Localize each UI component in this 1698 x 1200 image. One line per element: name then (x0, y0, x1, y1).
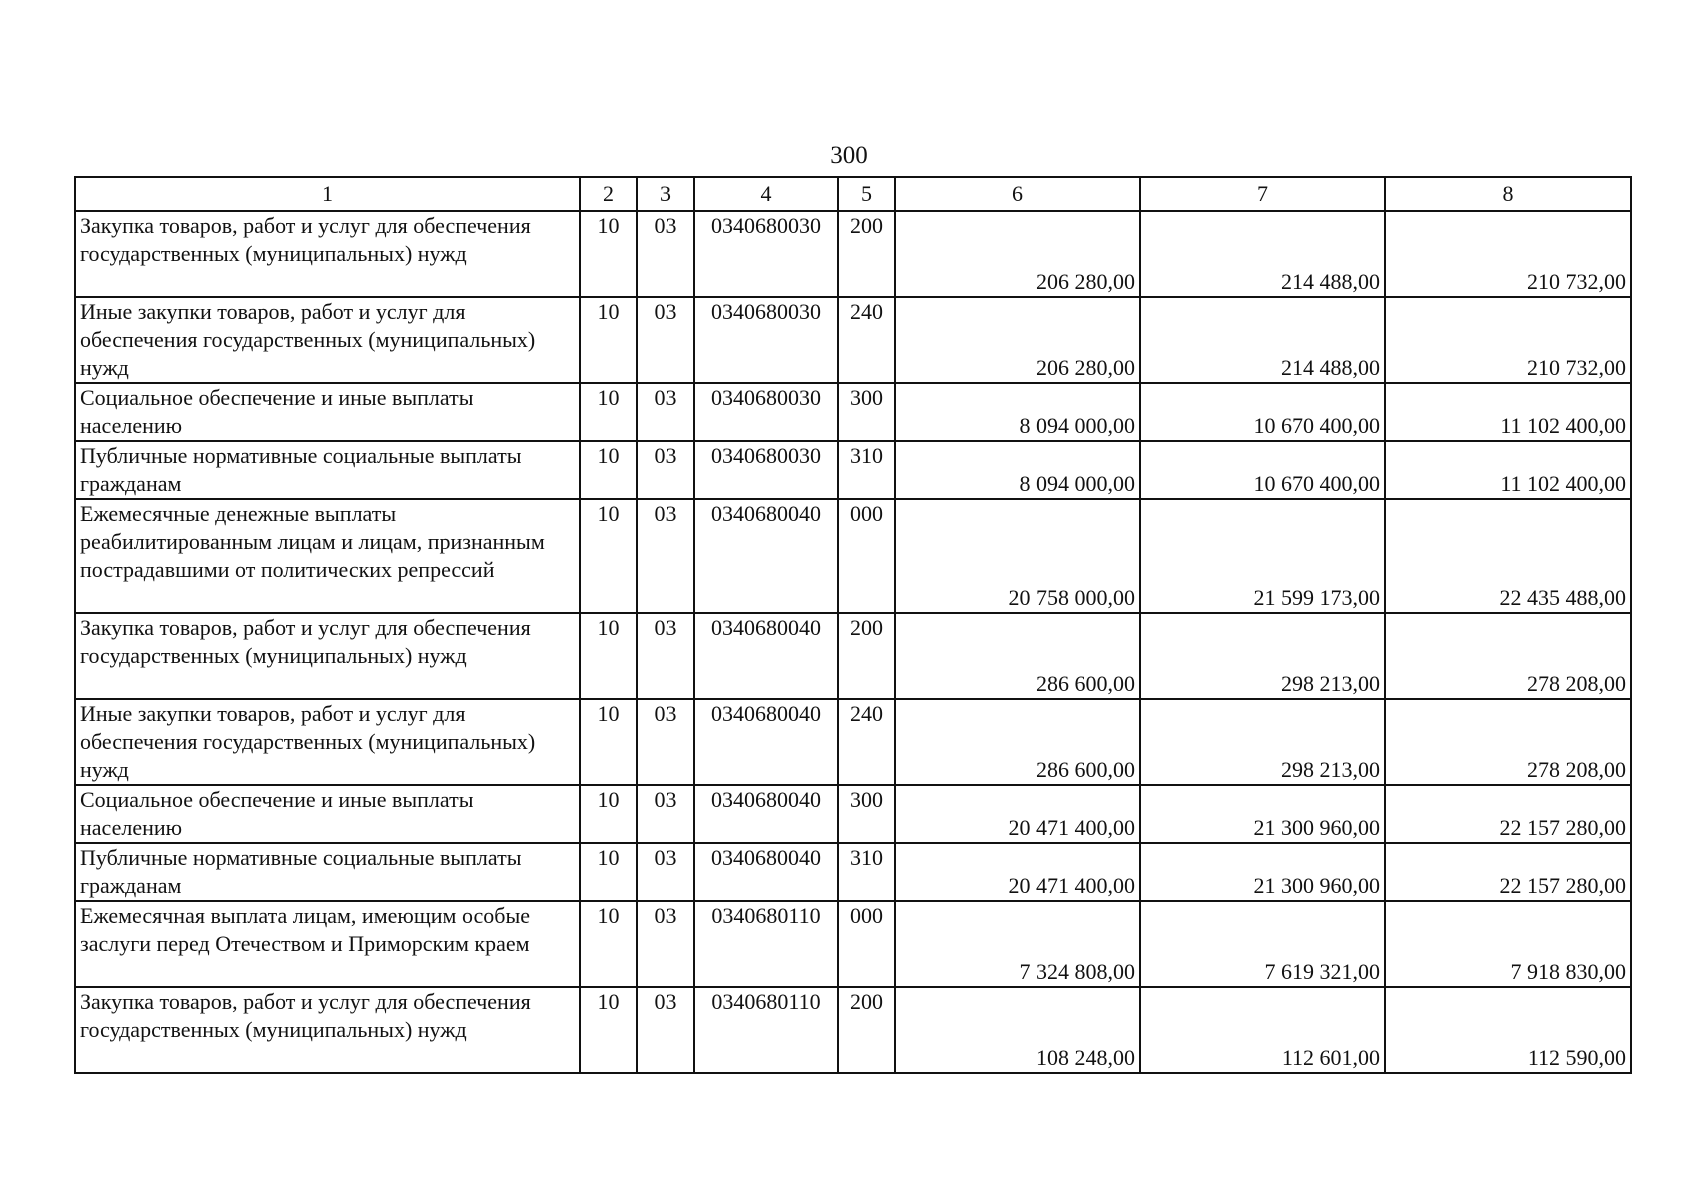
row-section: 10 (580, 987, 637, 1073)
row-amount-col7: 298 213,00 (1140, 699, 1385, 785)
row-section: 10 (580, 499, 637, 613)
row-expense-type: 310 (838, 441, 895, 499)
row-amount-col7: 112 601,00 (1140, 987, 1385, 1073)
row-name: Социальное обеспечение и иные выплаты населению (75, 383, 580, 441)
row-amount-col6: 20 471 400,00 (895, 843, 1140, 901)
row-name: Ежемесячные денежные выплаты реабилитированным лицам и лицам, признанным пострадавшими от политических репрессий (75, 499, 580, 613)
row-amount-col6: 286 600,00 (895, 613, 1140, 699)
row-amount-col7: 10 670 400,00 (1140, 441, 1385, 499)
row-amount-col8: 22 435 488,00 (1385, 499, 1631, 613)
row-section: 10 (580, 297, 637, 383)
table-row (75, 441, 1631, 499)
row-section: 10 (580, 613, 637, 699)
row-amount-col6: 206 280,00 (895, 211, 1140, 297)
row-target-article: 0340680040 (694, 613, 838, 699)
row-name: Публичные нормативные социальные выплаты гражданам (75, 441, 580, 499)
row-name: Закупка товаров, работ и услуг для обеспечения государственных (муниципальных) нужд (75, 613, 580, 699)
page-number: 300 (830, 142, 868, 169)
row-subsection: 03 (637, 699, 694, 785)
table-row (75, 499, 1631, 613)
row-subsection: 03 (637, 901, 694, 987)
row-target-article: 0340680040 (694, 699, 838, 785)
row-amount-col8: 210 732,00 (1385, 211, 1631, 297)
header-col-4: 4 (694, 177, 838, 211)
row-amount-col8: 112 590,00 (1385, 987, 1631, 1073)
row-target-article: 0340680110 (694, 901, 838, 987)
row-expense-type: 300 (838, 383, 895, 441)
header-col-8: 8 (1385, 177, 1631, 211)
row-expense-type: 000 (838, 499, 895, 613)
table-row (75, 211, 1631, 297)
row-expense-type: 200 (838, 211, 895, 297)
row-amount-col6: 20 471 400,00 (895, 785, 1140, 843)
row-name: Иные закупки товаров, работ и услуг для обеспечения государственных (муниципальных) нужд (75, 297, 580, 383)
row-expense-type: 200 (838, 613, 895, 699)
row-amount-col7: 21 599 173,00 (1140, 499, 1385, 613)
row-subsection: 03 (637, 499, 694, 613)
row-target-article: 0340680030 (694, 383, 838, 441)
row-amount-col7: 10 670 400,00 (1140, 383, 1385, 441)
row-amount-col8: 278 208,00 (1385, 699, 1631, 785)
header-col-7: 7 (1140, 177, 1385, 211)
row-amount-col8: 11 102 400,00 (1385, 441, 1631, 499)
row-target-article: 0340680030 (694, 297, 838, 383)
row-target-article: 0340680040 (694, 785, 838, 843)
row-section: 10 (580, 383, 637, 441)
row-amount-col6: 20 758 000,00 (895, 499, 1140, 613)
row-amount-col8: 7 918 830,00 (1385, 901, 1631, 987)
row-amount-col8: 22 157 280,00 (1385, 843, 1631, 901)
row-name: Социальное обеспечение и иные выплаты населению (75, 785, 580, 843)
row-amount-col6: 8 094 000,00 (895, 441, 1140, 499)
row-expense-type: 000 (838, 901, 895, 987)
row-expense-type: 300 (838, 785, 895, 843)
row-expense-type: 240 (838, 297, 895, 383)
table-row (75, 785, 1631, 843)
row-amount-col6: 206 280,00 (895, 297, 1140, 383)
row-subsection: 03 (637, 785, 694, 843)
row-amount-col7: 21 300 960,00 (1140, 785, 1385, 843)
row-section: 10 (580, 211, 637, 297)
row-amount-col8: 22 157 280,00 (1385, 785, 1631, 843)
row-name: Закупка товаров, работ и услуг для обеспечения государственных (муниципальных) нужд (75, 211, 580, 297)
row-name: Публичные нормативные социальные выплаты гражданам (75, 843, 580, 901)
row-name: Ежемесячная выплата лицам, имеющим особые заслуги перед Отечеством и Приморским краем (75, 901, 580, 987)
row-section: 10 (580, 901, 637, 987)
row-section: 10 (580, 785, 637, 843)
row-subsection: 03 (637, 613, 694, 699)
row-amount-col8: 278 208,00 (1385, 613, 1631, 699)
row-target-article: 0340680040 (694, 499, 838, 613)
row-amount-col8: 11 102 400,00 (1385, 383, 1631, 441)
row-expense-type: 310 (838, 843, 895, 901)
table-row (75, 901, 1631, 987)
row-subsection: 03 (637, 843, 694, 901)
header-col-1: 1 (75, 177, 580, 211)
row-amount-col7: 214 488,00 (1140, 211, 1385, 297)
row-amount-col7: 298 213,00 (1140, 613, 1385, 699)
header-col-2: 2 (580, 177, 637, 211)
row-section: 10 (580, 843, 637, 901)
row-subsection: 03 (637, 441, 694, 499)
row-expense-type: 200 (838, 987, 895, 1073)
header-row (75, 177, 1631, 211)
table-row (75, 843, 1631, 901)
row-expense-type: 240 (838, 699, 895, 785)
row-subsection: 03 (637, 383, 694, 441)
row-target-article: 0340680030 (694, 211, 838, 297)
row-amount-col6: 108 248,00 (895, 987, 1140, 1073)
table-row (75, 987, 1631, 1073)
row-target-article: 0340680040 (694, 843, 838, 901)
row-section: 10 (580, 699, 637, 785)
table-row (75, 383, 1631, 441)
row-target-article: 0340680110 (694, 987, 838, 1073)
row-section: 10 (580, 441, 637, 499)
table-row (75, 699, 1631, 785)
budget-table (74, 176, 1632, 1074)
row-amount-col6: 8 094 000,00 (895, 383, 1140, 441)
row-amount-col6: 286 600,00 (895, 699, 1140, 785)
row-name: Закупка товаров, работ и услуг для обеспечения государственных (муниципальных) нужд (75, 987, 580, 1073)
row-name: Иные закупки товаров, работ и услуг для обеспечения государственных (муниципальных) нужд (75, 699, 580, 785)
row-amount-col7: 214 488,00 (1140, 297, 1385, 383)
header-col-5: 5 (838, 177, 895, 211)
row-subsection: 03 (637, 987, 694, 1073)
row-amount-col7: 21 300 960,00 (1140, 843, 1385, 901)
row-amount-col8: 210 732,00 (1385, 297, 1631, 383)
header-col-6: 6 (895, 177, 1140, 211)
table-row (75, 297, 1631, 383)
row-subsection: 03 (637, 211, 694, 297)
row-subsection: 03 (637, 297, 694, 383)
row-amount-col6: 7 324 808,00 (895, 901, 1140, 987)
row-amount-col7: 7 619 321,00 (1140, 901, 1385, 987)
header-col-3: 3 (637, 177, 694, 211)
row-target-article: 0340680030 (694, 441, 838, 499)
table-row (75, 613, 1631, 699)
